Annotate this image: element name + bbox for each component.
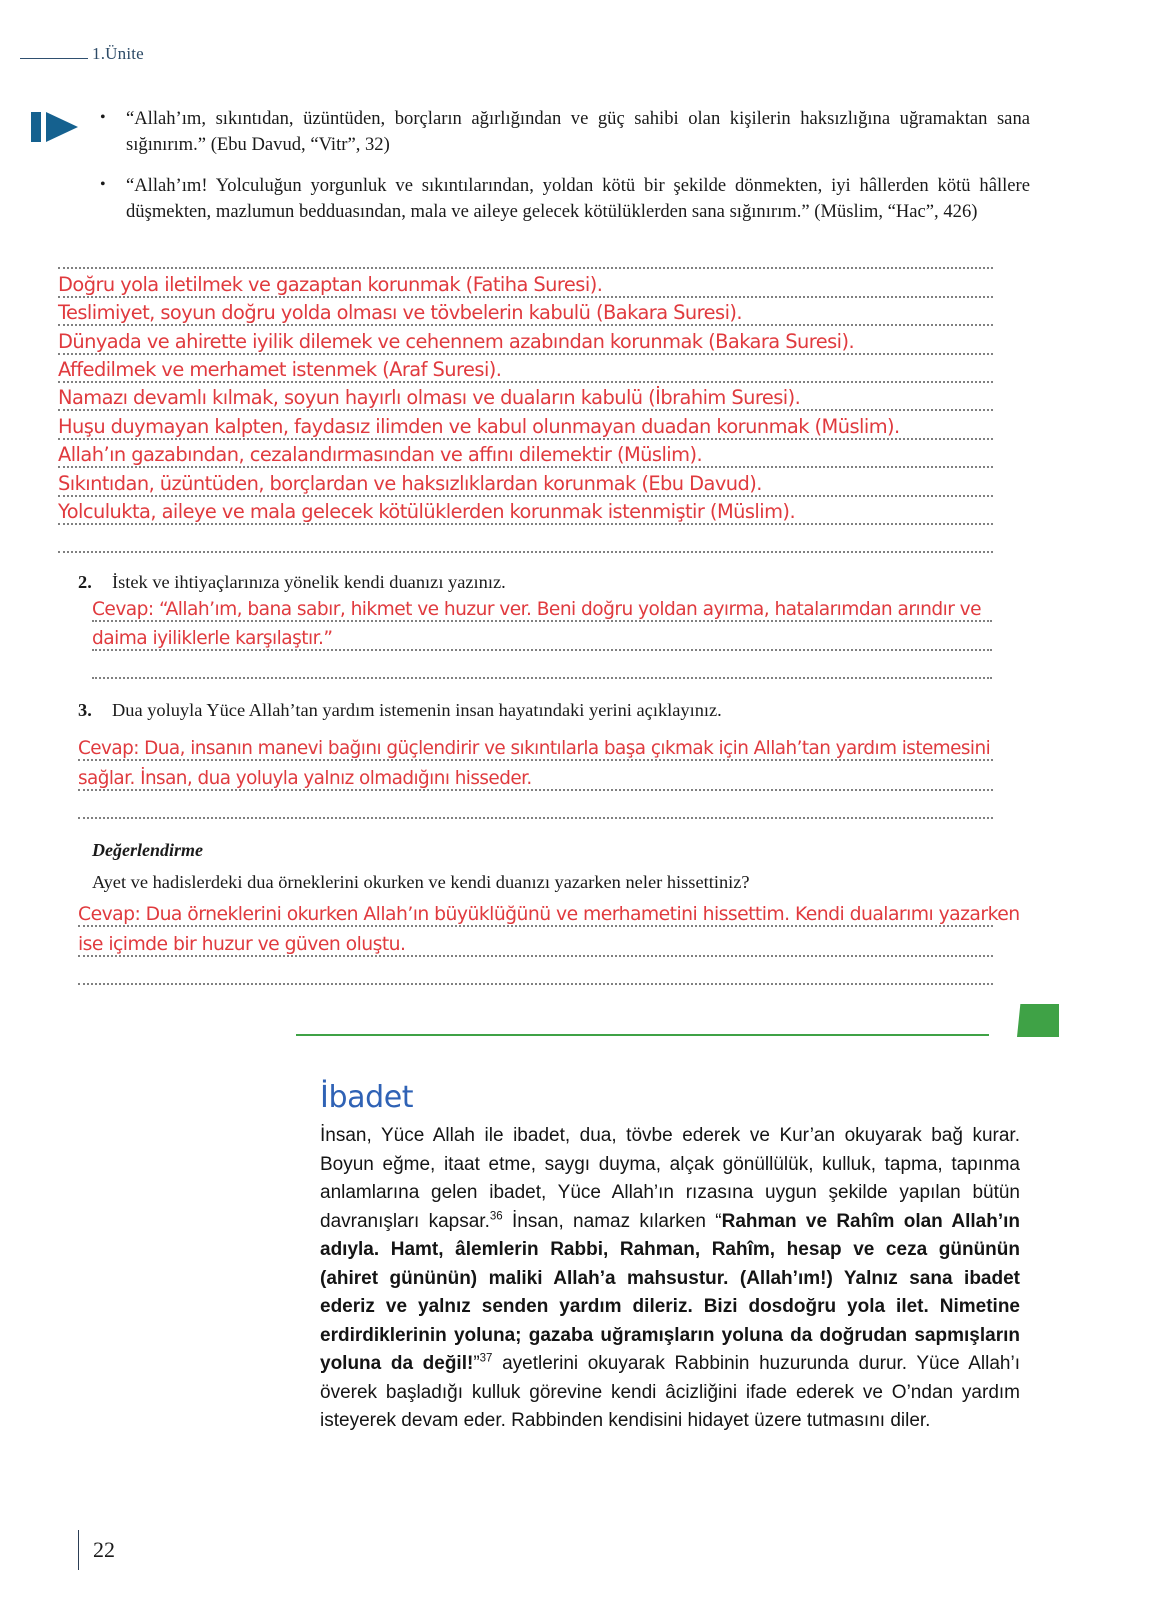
- page-header: [0, 44, 1151, 74]
- question-2: [78, 572, 1038, 593]
- evaluation-title: Değerlendirme: [92, 840, 203, 860]
- question-3: [78, 700, 1038, 721]
- evaluation-question: Ayet ve hadislerdeki dua örneklerini okurken ve kendi duanızı yazarken neler hissettiniz?: [92, 872, 750, 892]
- section-heading: İbadet: [320, 1080, 414, 1115]
- bullet-glyph: •: [100, 109, 106, 126]
- answer-ruled-line[interactable]: [78, 896, 1020, 928]
- play-marker-icon: [31, 110, 83, 144]
- body-text-part1: İnsan, Yüce Allah ile ibadet, dua, tövbe ederek ve Kur’an okuyarak bağ kurar. Boyun eğme, itaat etme, saygı duyma, alçak gönüllülük, kulluk, tapma, tapınma anlamlarına gelen ibadet, Yüce Allah’ın rızasına uygun şekilde yapılan bütün davranışları kapsar.: [320, 1125, 1020, 1232]
- answer-block-evaluation: [78, 896, 1020, 986]
- answer-ruled-line[interactable]: [92, 652, 992, 680]
- answer-ink: Cevap: Dua, insanın manevi bağını güçlendirir ve sıkıntılarla başa çıkmak için Allah’tan yardım istemesini: [78, 738, 991, 759]
- answer-ruled-line[interactable]: [58, 498, 993, 526]
- footnote-marker-36: 36: [489, 1210, 503, 1223]
- quote-list: [100, 106, 1030, 240]
- answer-ruled-line[interactable]: [58, 299, 993, 327]
- answer-ruled-line[interactable]: [78, 762, 993, 792]
- section-body: [320, 1122, 1020, 1436]
- answer-ink: Doğru yola iletilmek ve gazaptan korunmak (Fatiha Suresi).: [58, 273, 606, 296]
- answer-ink: Sıkıntıdan, üzüntüden, borçlardan ve haksızlıklardan korunmak (Ebu Davud).: [58, 472, 766, 495]
- green-tab-shape: [1017, 1004, 1059, 1037]
- answer-ruled-line[interactable]: [78, 792, 993, 820]
- footnote-marker-37: 37: [479, 1352, 493, 1365]
- quote-text: “Allah’ım, sıkıntıdan, üzüntüden, borçların ağırlığından ve güç sahibi olan kişilerin haksızlığına uğramaktan sana sığınırım.” (Ebu Davud, “Vitr”, 32): [126, 108, 1030, 156]
- page-footer: [78, 1528, 115, 1572]
- unit-label: 1.Ünite: [92, 44, 144, 63]
- answer-ruled-line[interactable]: [58, 242, 993, 270]
- answer-ruled-line[interactable]: [58, 526, 993, 554]
- answer-ink: sağlar. İnsan, dua yoluyla yalnız olmadığını hisseder.: [78, 768, 536, 789]
- answer-ink: Yolculukta, aileye ve mala gelecek kötülüklerden korunmak istenmiştir (Müslim).: [58, 500, 799, 523]
- answer-ink: Namazı devamlı kılmak, soyun hayırlı olması ve duaların kabulü (İbrahim Suresi).: [58, 386, 804, 409]
- answer-ruled-line[interactable]: [58, 327, 993, 355]
- answer-block-1: [58, 242, 993, 554]
- answer-ink: Teslimiyet, soyun doğru yolda olması ve tövbelerin kabulü (Bakara Suresi).: [58, 301, 746, 324]
- question-text: Dua yoluyla Yüce Allah’tan yardım istemenin insan hayatındaki yerini açıklayınız.: [112, 700, 722, 720]
- answer-ruled-line[interactable]: [92, 595, 992, 623]
- section-divider: [296, 1034, 989, 1036]
- play-marker-bar: [31, 112, 41, 142]
- list-item: [100, 106, 1030, 159]
- answer-ruled-line[interactable]: [78, 928, 993, 958]
- header-rule: [20, 58, 88, 59]
- answer-ruled-line[interactable]: [58, 384, 993, 412]
- answer-ink: daima iyiliklerle karşılaştır.”: [92, 628, 336, 649]
- question-number: 2.: [78, 572, 92, 592]
- list-item: [100, 173, 1030, 226]
- answer-block-3: [78, 730, 993, 820]
- answer-ruled-line[interactable]: [78, 958, 993, 986]
- answer-ruled-line[interactable]: [58, 469, 993, 497]
- answer-ruled-line[interactable]: [58, 441, 993, 469]
- body-text-part3: ayetlerini okuyarak Rabbinin huzurunda durur. Yüce Allah’ı överek başladığı kulluk görevine kendi âcizliğini ifade ederek ve O’ndan yardım isteyerek devam eder. Rabbinden kendisini hidayet üzere tutmasını diler.: [320, 1353, 1020, 1431]
- answer-ink: Affedilmek ve merhamet istenmek (Araf Suresi).: [58, 358, 505, 381]
- play-marker-triangle: [46, 112, 78, 142]
- question-number: 3.: [78, 700, 92, 720]
- answer-ruled-line[interactable]: [58, 412, 993, 440]
- answer-ink: Cevap: “Allah’ım, bana sabır, hikmet ve huzur ver. Beni doğru yoldan ayırma, hatalarımdan arındır ve: [92, 599, 985, 620]
- answer-ruled-line[interactable]: [58, 270, 993, 298]
- quote-close-mark: ”: [473, 1353, 480, 1374]
- answer-ink: Dünyada ve ahirette iyilik dilemek ve cehennem azabından korunmak (Bakara Suresi).: [58, 330, 858, 353]
- question-text: İstek ve ihtiyaçlarınıza yönelik kendi duanızı yazınız.: [112, 572, 506, 592]
- answer-ruled-line[interactable]: [78, 730, 993, 762]
- answer-ink: Allah’ın gazabından, cezalandırmasından ve affını dilemektir (Müslim).: [58, 443, 706, 466]
- answer-ink: ise içimde bir huzur ve güven oluştu.: [78, 934, 409, 955]
- body-text-part2: İnsan, namaz kılarken “: [502, 1210, 722, 1232]
- quote-text: “Allah’ım! Yolculuğun yorgunluk ve sıkıntılarından, yoldan kötü bir şekilde dönmekten, iyi hâllerden kötü hâllere düşmekten, mazlumun bedduasından, mala ve aileye gelecek kötülüklerden sana sığınırım.” (Müslim, “Hac”, 426): [126, 174, 1030, 223]
- answer-ruled-line[interactable]: [92, 623, 992, 651]
- page-number: 22: [93, 1537, 115, 1562]
- answer-ink: Cevap: Dua örneklerini okurken Allah’ın büyüklüğünü ve merhametini hissettim. Kendi dualarımı yazarken: [78, 904, 1020, 925]
- answer-ink: Huşu duymayan kalpten, faydasız ilimden ve kabul olunmayan duadan korunmak (Müslim).: [58, 415, 904, 438]
- footer-rule: [78, 1530, 79, 1570]
- bullet-glyph: •: [100, 175, 106, 193]
- answer-ruled-line[interactable]: [58, 356, 993, 384]
- answer-block-2: [92, 595, 992, 680]
- quoted-verse: Rahman ve Rahîm olan Allah’ın adıyla. Hamt, âlemlerin Rabbi, Rahman, Rahîm, hesap ve ceza gününün (ahiret gününün) maliki Allah’a mahsustur. (Allah’ım!) Yalnız sana ibadet ederiz ve yalnız senden yardım dileriz. Bizi dosdoğru yola ilet. Nimetine erdirdiklerinin yoluna; gazaba uğramışların yoluna da doğrudan sapmışların yoluna da değil!: [320, 1210, 1021, 1374]
